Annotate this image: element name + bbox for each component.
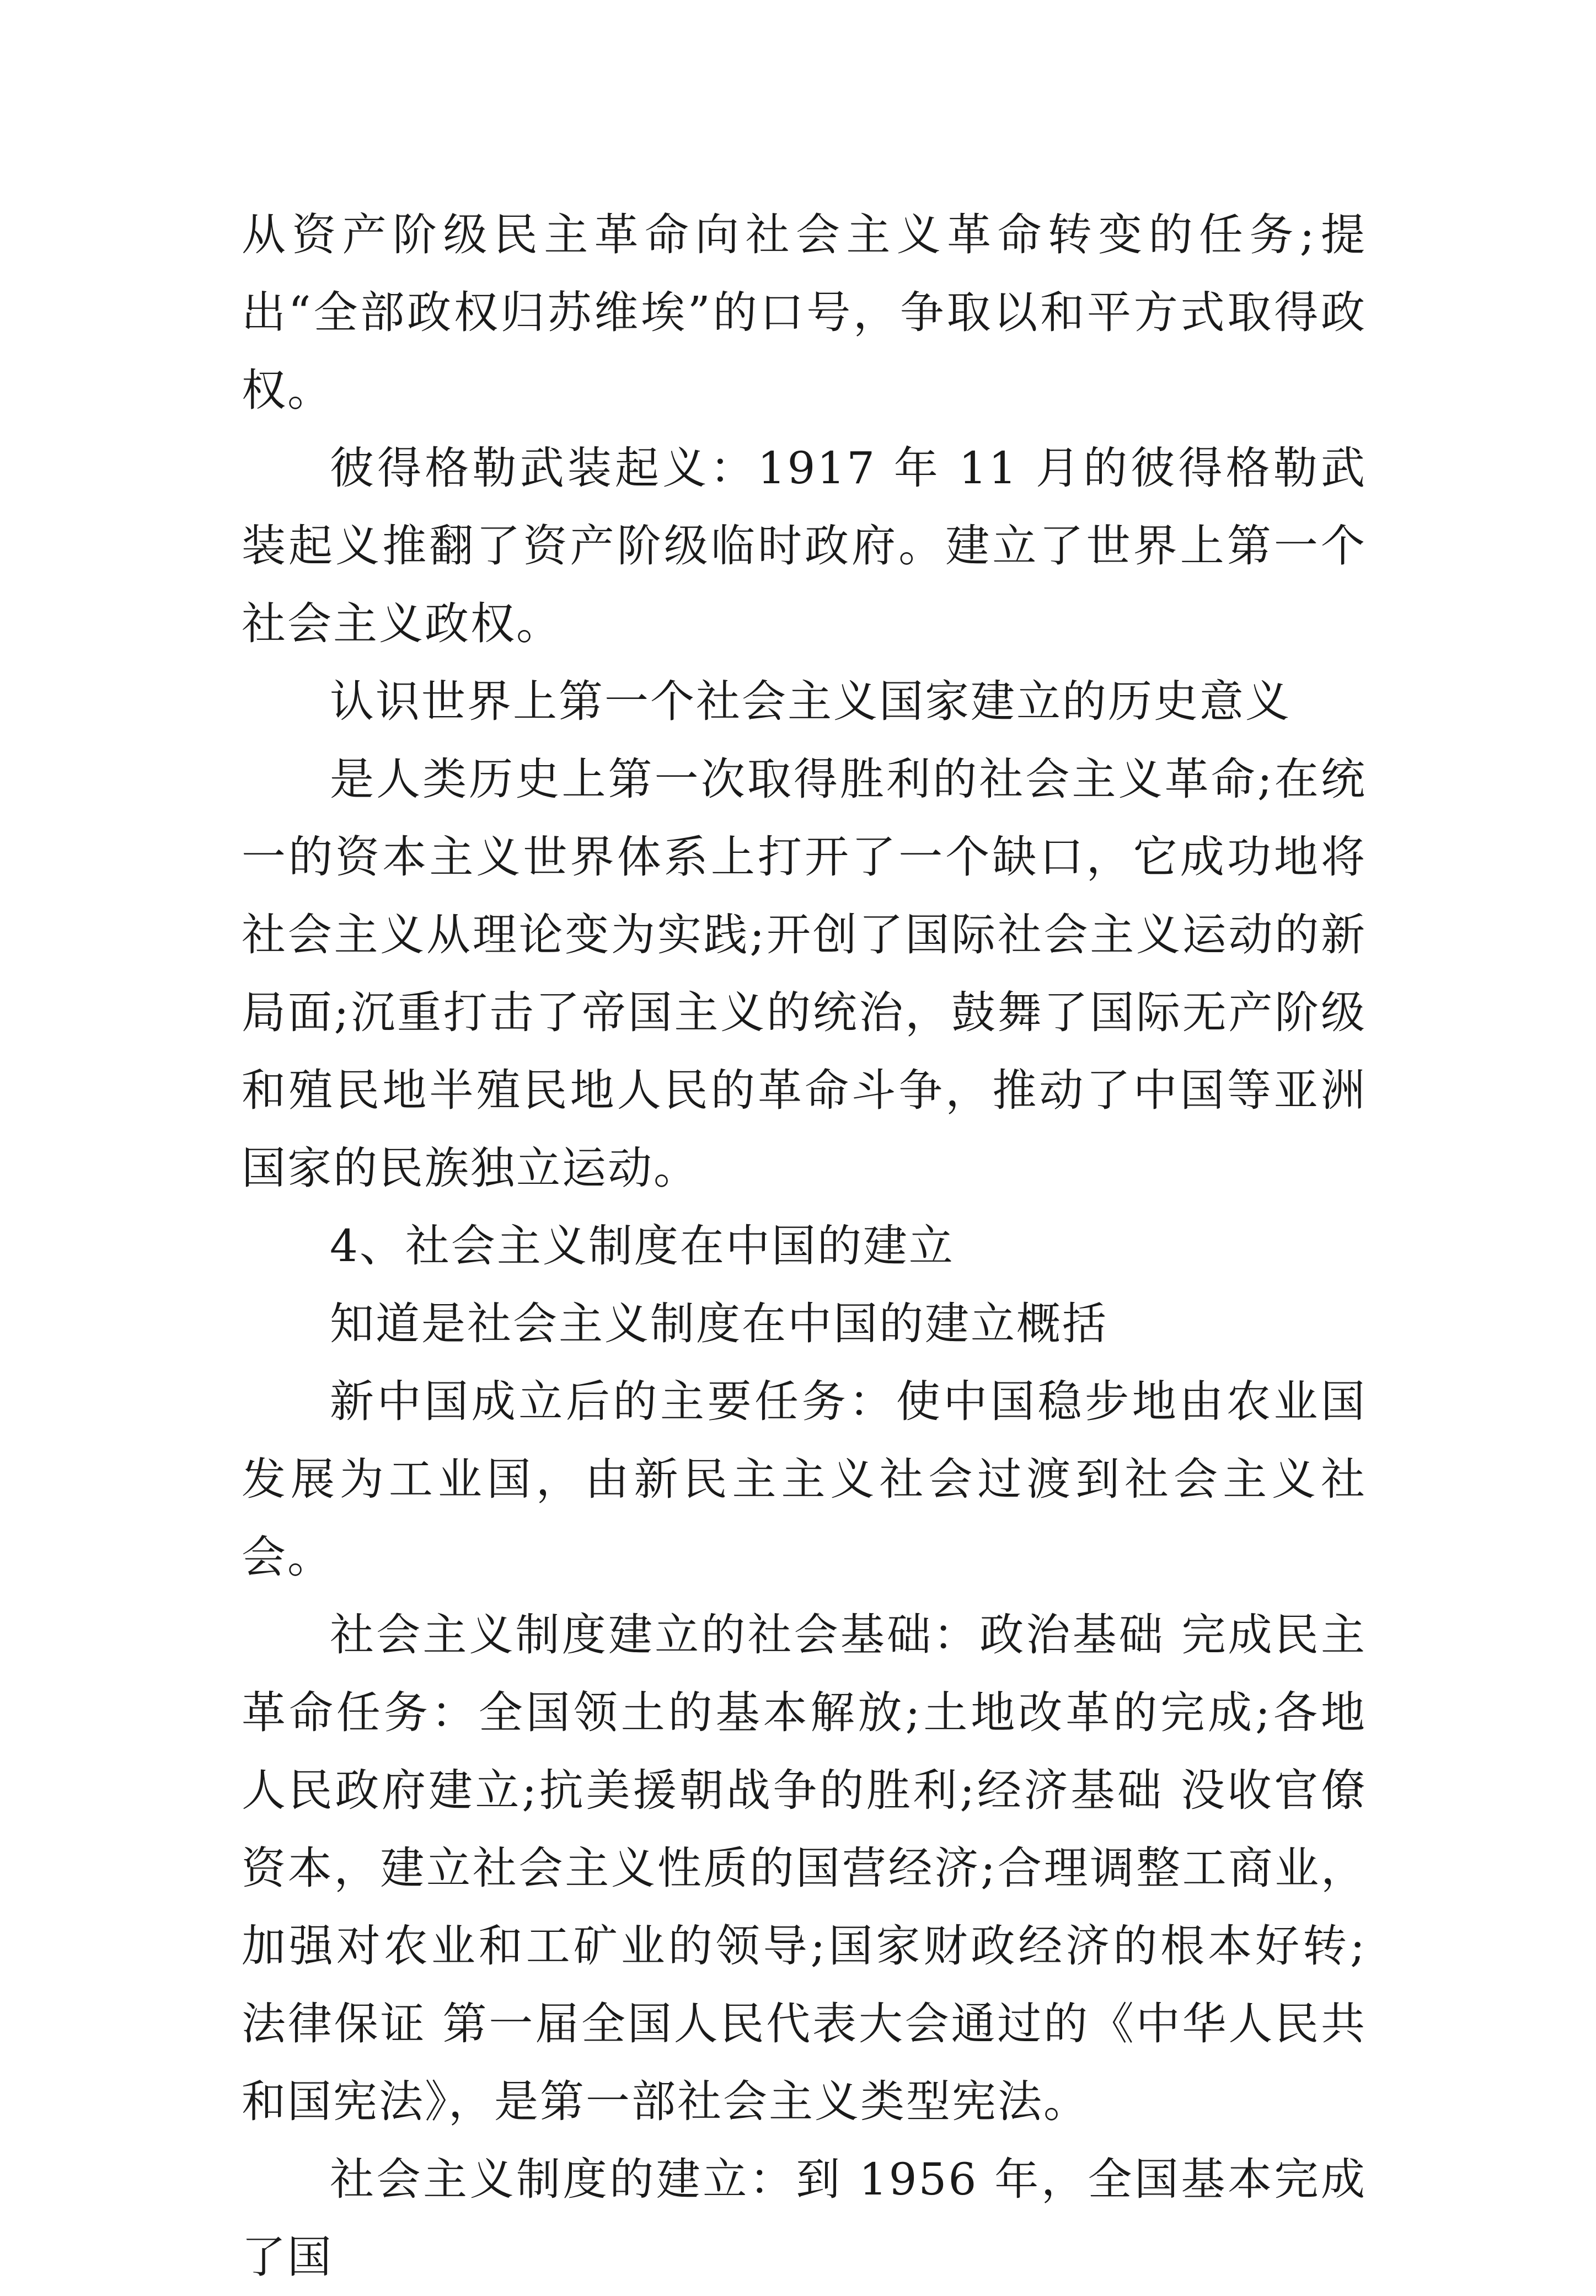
- paragraph-continuation: 从资产阶级民主革命向社会主义革命转变的任务;提出“全部政权归苏维埃”的口号，争取以和平方式取得政权。: [242, 209, 1367, 416]
- paragraph-main-tasks: 新中国成立后的主要任务：使中国稳步地由农业国发展为工业国，由新民主主义社会过渡到社会主义社会。: [242, 1376, 1367, 1583]
- paragraph-social-foundation: 社会主义制度建立的社会基础：政治基础 完成民主革命任务：全国领土的基本解放;土地改革的完成;各地人民政府建立;抗美援朝战争的胜利;经济基础 没收官僚资本，建立社会主义性质的国营经济;合理调整工商业，加强对农业和工矿业的领导;国家财政经济的根本好转;法律保证 第一届全国人民代表大会通过的《中华人民共和国宪法》，是第一部社会主义类型宪法。: [242, 1609, 1367, 2127]
- paragraph-summary-heading: 知道是社会主义制度在中国的建立概括: [330, 1298, 1108, 1349]
- section-heading-china-socialism: 4、社会主义制度在中国的建立: [330, 1220, 955, 1272]
- paragraph-system-establishment: 社会主义制度的建立：到 1956 年，全国基本完成了国: [242, 2154, 1367, 2283]
- paragraph-heading-historical-significance: 认识世界上第一个社会主义国家建立的历史意义: [330, 676, 1291, 727]
- document-body: [242, 196, 1367, 2296]
- paragraph-petrograd-uprising: 彼得格勒武装起义：1917 年 11 月的彼得格勒武装起义推翻了资产阶级临时政府。建立了世界上第一个社会主义政权。: [242, 442, 1367, 649]
- paragraph-historical-significance: 是人类历史上第一次取得胜利的社会主义革命;在统一的资本主义世界体系上打开了一个缺口，它成功地将社会主义从理论变为实践;开创了国际社会主义运动的新局面;沉重打击了帝国主义的统治，鼓舞了国际无产阶级和殖民地半殖民地人民的革命斗争，推动了中国等亚洲国家的民族独立运动。: [242, 754, 1367, 1194]
